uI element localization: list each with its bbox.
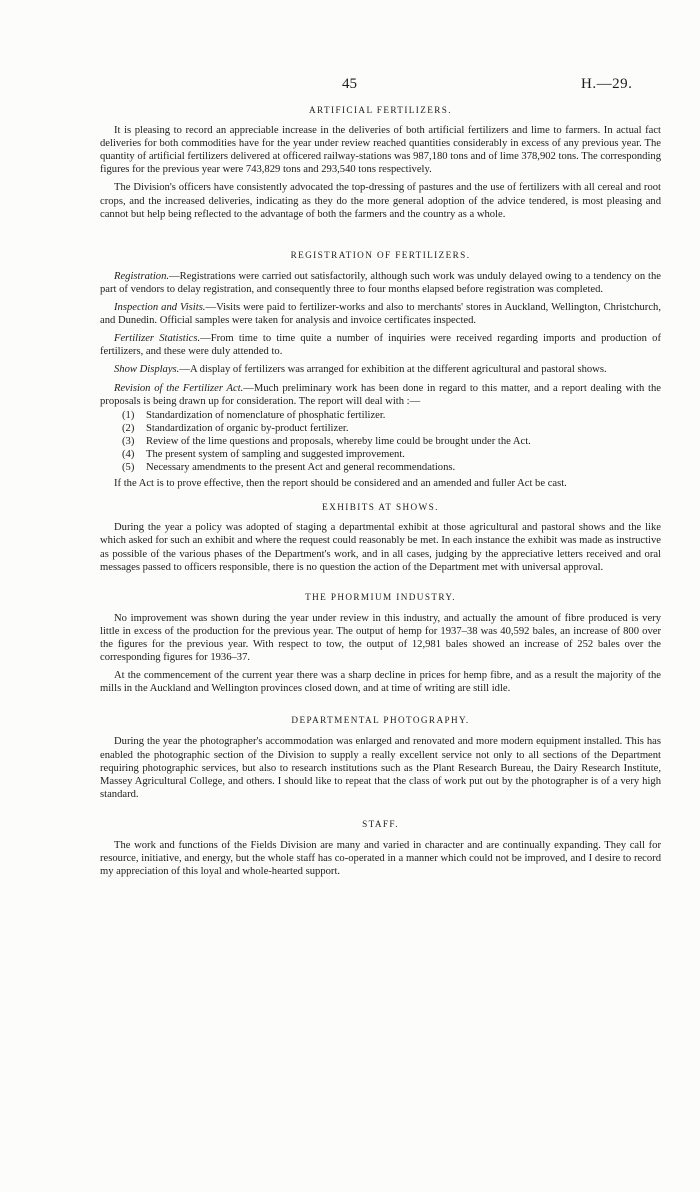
paragraph-text: —From time to time quite a number of inquiries were received regarding imports and production of fertilizers, and these were duly attended to. xyxy=(100,333,661,358)
section-registration-of-fertilizers xyxy=(100,249,661,491)
section-heading: THE PHORMIUM INDUSTRY. xyxy=(305,591,456,602)
paragraph: During the year the photographer's accommodation was enlarged and renovated and more modern equipment installed. This has enabled the photographic section of the Division to supply a really excellent service not only to all sections of the Department requiring photographic services, but also to research institutions such as the Plant Research Bureau, the Dairy Research Institute, Massey Agricultural College, and others. I should like to repeat that the class of work put out by the photographer is of a very high standard. xyxy=(100,736,661,800)
sub-heading: Registration. xyxy=(114,270,170,282)
paragraph-text: —Much preliminary work has been done in regard to this matter, and a report dealing with the proposals is being drawn up for consideration. The report will deal with :— xyxy=(100,382,661,407)
paragraph: No improvement was shown during the year under review in this industry, and actually the amount of fibre produced is very little in excess of the production for the previous year. The output of hemp for 1937–38 was 40,592 bales, an increase of 800 over the figures for the previous year. With respect to tow, the output of 12,981 bales showed an increase of 252 bales over the corresponding figures for 1936–37. xyxy=(100,612,661,664)
list-item-text: Necessary amendments to the present Act and general recommendations. xyxy=(146,462,456,474)
paragraph: If the Act is to prove effective, then the report should be considered and an amended and fuller Act be cast. xyxy=(114,478,567,490)
paragraph xyxy=(100,301,661,327)
paragraph xyxy=(100,270,661,296)
section-staff xyxy=(100,818,661,878)
paragraph: It is pleasing to record an appreciable increase in the deliveries of both artificial fertilizers and lime to farmers. In actual fact deliveries for both commodities have for the year under review reached quantities considerably in excess of any previous year. The quantity of artificial fertilizers delivered at officered railway-stations was 987,180 tons and of lime 378,902 tons. The corresponding figures for the previous year were 743,829 tons and 293,540 tons respectively. xyxy=(100,125,661,176)
section-heading: EXHIBITS AT SHOWS. xyxy=(322,502,439,513)
paragraph-text: —Registrations were carried out satisfactorily, although such work was unduly delayed owing to a tendency on the part of vendors to delay registration, and consequently three to four months elapsed before registration was completed. xyxy=(100,270,661,295)
sub-heading: Inspection and Visits. xyxy=(114,302,206,314)
section-heading: ARTIFICIAL FERTILIZERS. xyxy=(308,105,453,115)
paragraph: The Division's officers have consistently advocated the top-dressing of pastures and the use of fertilizers with all cereal and root crops, and the increased deliveries, indicating as they do the more general adoption of the advice tendered, is most pleasing and cannot but help being reflected to the advantage of both the farmers and the country as a whole. xyxy=(100,182,661,220)
paragraph: At the commencement of the current year there was a sharp decline in prices for hemp fibre, and as a result the majority of the mills in the Auckland and Wellington provinces closed down, and at time of writing are still idle. xyxy=(100,670,661,695)
list-item-number: (5) xyxy=(122,462,135,474)
paragraph-text: —A display of fertilizers was arranged for exhibition at the different agricultural and pastoral shows. xyxy=(179,364,607,376)
document-reference: H.—29. xyxy=(581,76,633,92)
list-item xyxy=(100,409,661,422)
list-item-text: Standardization of organic by-product fertilizer. xyxy=(146,422,349,434)
document-body xyxy=(100,104,661,878)
list-item xyxy=(100,461,661,474)
section-heading: DEPARTMENTAL PHOTOGRAPHY. xyxy=(291,715,470,726)
paragraph xyxy=(100,382,661,408)
list-item xyxy=(100,422,661,435)
section-departmental-photography xyxy=(100,714,661,801)
list-item xyxy=(100,448,661,461)
list-item xyxy=(100,435,661,448)
section-heading: REGISTRATION OF FERTILIZERS. xyxy=(290,249,471,260)
list-item-number: (3) xyxy=(122,435,135,447)
list-item-text: The present system of sampling and suggested improvement. xyxy=(146,448,405,460)
sub-heading: Revision of the Fertilizer Act. xyxy=(114,382,244,394)
sub-heading: Fertilizer Statistics. xyxy=(114,333,201,345)
paragraph: The work and functions of the Fields Division are many and varied in character and are continually expanding. They call for resource, initiative, and energy, but the whole staff has co-operated in a manner which could not be improved, and I desire to record my appreciation of this loyal and whole-hearted support. xyxy=(100,840,661,878)
paragraph: During the year a policy was adopted of staging a departmental exhibit at those agricultural and pastoral shows and the like which asked for such an exhibit and where the request could reasonably be met. In each instance the exhibit was made as instructive as possible of the various phases of the Department's work, and in all cases, judging by the appreciative letters received and oral messages passed to officers responsible, there is no question the action of the Department met with universal approval. xyxy=(100,522,661,573)
numbered-list xyxy=(100,409,661,474)
page-header xyxy=(0,78,700,94)
list-item-number: (4) xyxy=(122,448,135,460)
section-heading: STAFF. xyxy=(362,818,399,829)
section-exhibits-at-shows xyxy=(100,501,661,573)
list-item-number: (1) xyxy=(122,409,135,421)
sub-heading: Show Displays. xyxy=(114,364,180,376)
section-artificial-fertilizers xyxy=(100,104,661,221)
paragraph-text: —Visits were paid to fertilizer-works and also to merchants' stores in Auckland, Wellington, Christchurch, and Dunedin. Official samples were taken for analysis and invoice certificates inspected. xyxy=(100,302,661,327)
list-item-number: (2) xyxy=(122,422,135,434)
page-number: 45 xyxy=(342,76,357,92)
list-item-text: Standardization of nomenclature of phosphatic fertilizer. xyxy=(146,409,386,421)
list-item-text: Review of the lime questions and proposals, whereby lime could be brought under the Act. xyxy=(146,435,531,447)
section-phormium-industry xyxy=(100,591,661,696)
paragraph xyxy=(100,332,661,358)
paragraph xyxy=(100,363,661,376)
